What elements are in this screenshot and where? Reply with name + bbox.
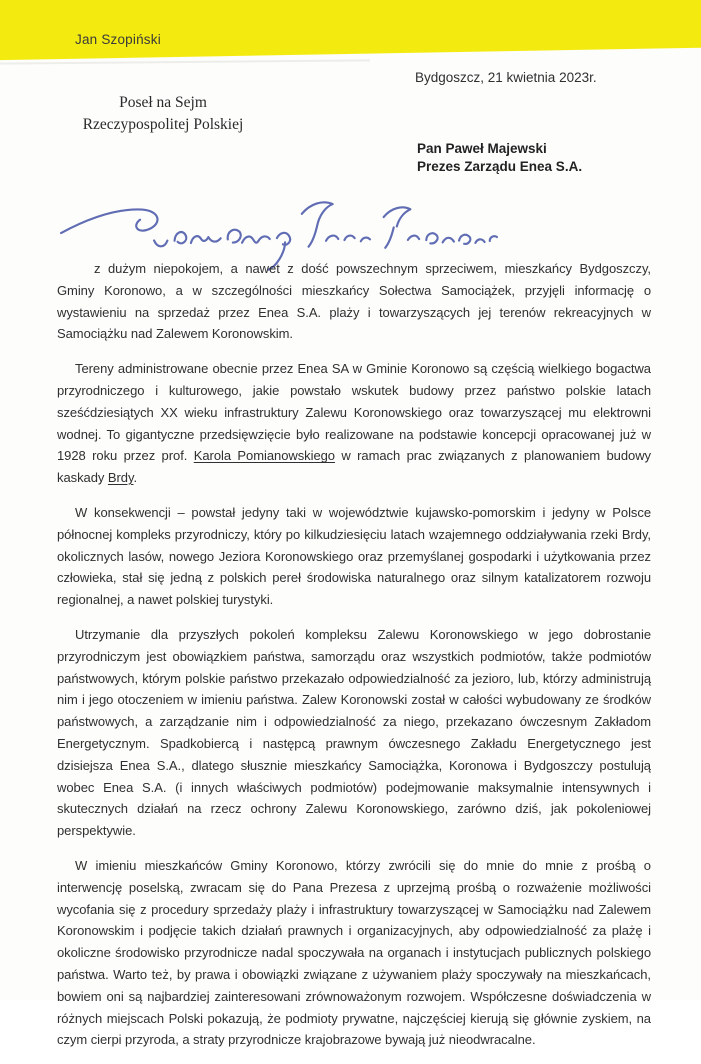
letter-body bbox=[57, 258, 651, 1064]
paragraph-2-text: w ramach prac związanych z planowaniem budowy kaskady bbox=[57, 448, 652, 486]
sender-title-line2: Rzeczypospolitej Polskiej bbox=[82, 116, 244, 133]
letterhead-name: Jan Szopiński bbox=[75, 32, 161, 47]
scan-crease-line bbox=[0, 59, 370, 64]
recipient-title: Prezes Zarządu Enea S.A. bbox=[417, 159, 583, 174]
sender-title-line1: Poseł na Sejm bbox=[119, 94, 207, 111]
paragraph-2-text: Tereny administrowane obecnie przez Enea SA w Gminie Koronowo są częścią wielkiego bogactwa przyrodniczego i kulturowego, jakie powstało wskutek budowy przez państwo polskie latach sześćdziesiątych XX wieku infrastruktury Zalewu Koronowskiego oraz towarzyszącej mu elektrowni wodnej. To gigantyczne przedsięwzięcie było realizowane na podstawie koncepcji opracowanej już w 1928 roku przez prof. bbox=[57, 361, 651, 464]
paragraph-2 bbox=[57, 358, 651, 489]
letterhead-yellow-banner bbox=[0, 0, 701, 62]
date-line: Bydgoszcz, 21 kwietnia 2023r. bbox=[415, 70, 597, 85]
paragraph-2-text: . bbox=[133, 470, 138, 486]
paragraph-3: W konsekwencji – powstał jedyny taki w województwie kujawsko-pomorskim i jedyny w Polsce północnej kompleks przyrodniczy, który po kilkudziesięciu latach wzajemnego oddziaływania rzeki Brdy, okolicznych lasów, nowego Jeziora Koronowskiego oraz przemyślanej gospodarki i użytkowania przez człowieka, stał się jedną z polskich pereł środowiska naturalnego oraz silnym katalizatorem rozwoju regionalnej, a nawet polskiej turystyki. bbox=[57, 504, 651, 608]
paragraph-5: W imieniu mieszkańców Gminy Koronowo, którzy zwrócili się do mnie do mnie z prośbą o interwencję poselską, zwracam się do Pana Prezesa z uprzejmą prośbą o rozważenie możliwości wycofania się z procedury sprzedaży plaży i infrastruktury towarzyszącej w Samociążku nad Zalewem Koronowskim i podjęcie takich działań prawnych i organizacyjnych, aby odpowiedzialność za plażę i okoliczne środowisko przyrodnicze nadal spoczywała na organach i instytucjach publicznych polskiego państwa. Warto też, by prawa i obowiązki związane z używaniem plaży spoczywały na mieszkańcach, bowiem oni są najbardziej zainteresowani zrównoważonym rozwojem. Współczesne doświadczenia w różnych miejscach Polski pokazują, że podmioty prywatne, najczęściej kierują się głównie zyskiem, na czym cierpi przyroda, a straty przyrodnicze krajobrazowe bywają już nieodwracalne. bbox=[57, 857, 651, 1048]
paragraph-4: Utrzymanie dla przyszłych pokoleń kompleksu Zalewu Koronowskiego w jego dobrostanie przyrodniczym jest obowiązkiem państwa, samorządu oraz wszystkich podmiotów, także podmiotów państwowych, którym polskie państwo przekazało odpowiedzialność za jezioro, lub, którzy administrują nim i jego otoczeniem w imieniu państwa. Zalew Koronowski został w całości wybudowany ze środków państwowych, a zarządzanie nim i odpowiedzialność za niego, przekazano ówczesnym Zakładom Energetycznym. Spadkobiercą i następcą prawnym ówczesnego Zakładu Energetycznego jest dzisiejsza Enea S.A., dlatego słusznie mieszkańcy Samociążka, Koronowa i Bydgoszczy postulują wobec Enea S.A. (i innych właściwych podmiotów) podejmowanie maksymalnie intensywnych i skutecznych działań na rzecz ochrony Zalewu Koronowskiego, zarówno dziś, jak pokoleniowej perspektywie. bbox=[57, 626, 651, 839]
recipient-name: Pan Paweł Majewski bbox=[417, 141, 547, 156]
underlined-river-name: Brdy bbox=[107, 470, 134, 486]
underlined-name: Karola Pomianowskiego bbox=[193, 448, 335, 464]
sender-block bbox=[48, 92, 278, 136]
paragraph-1: z dużym niepokojem, a nawet z dość powszechnym sprzeciwem, mieszkańcy Bydgoszczy, Gminy Koronowo, a w szczególności mieszkańcy Sołectwa Samociążek, przyjęli informację o wystawieniu na sprzedaż przez Enea S.A. plaży i towarzyszących jej terenów rekreacyjnych w Samociążku nad Zalewem Koronowskim. bbox=[57, 261, 651, 342]
recipient-block bbox=[417, 140, 582, 176]
